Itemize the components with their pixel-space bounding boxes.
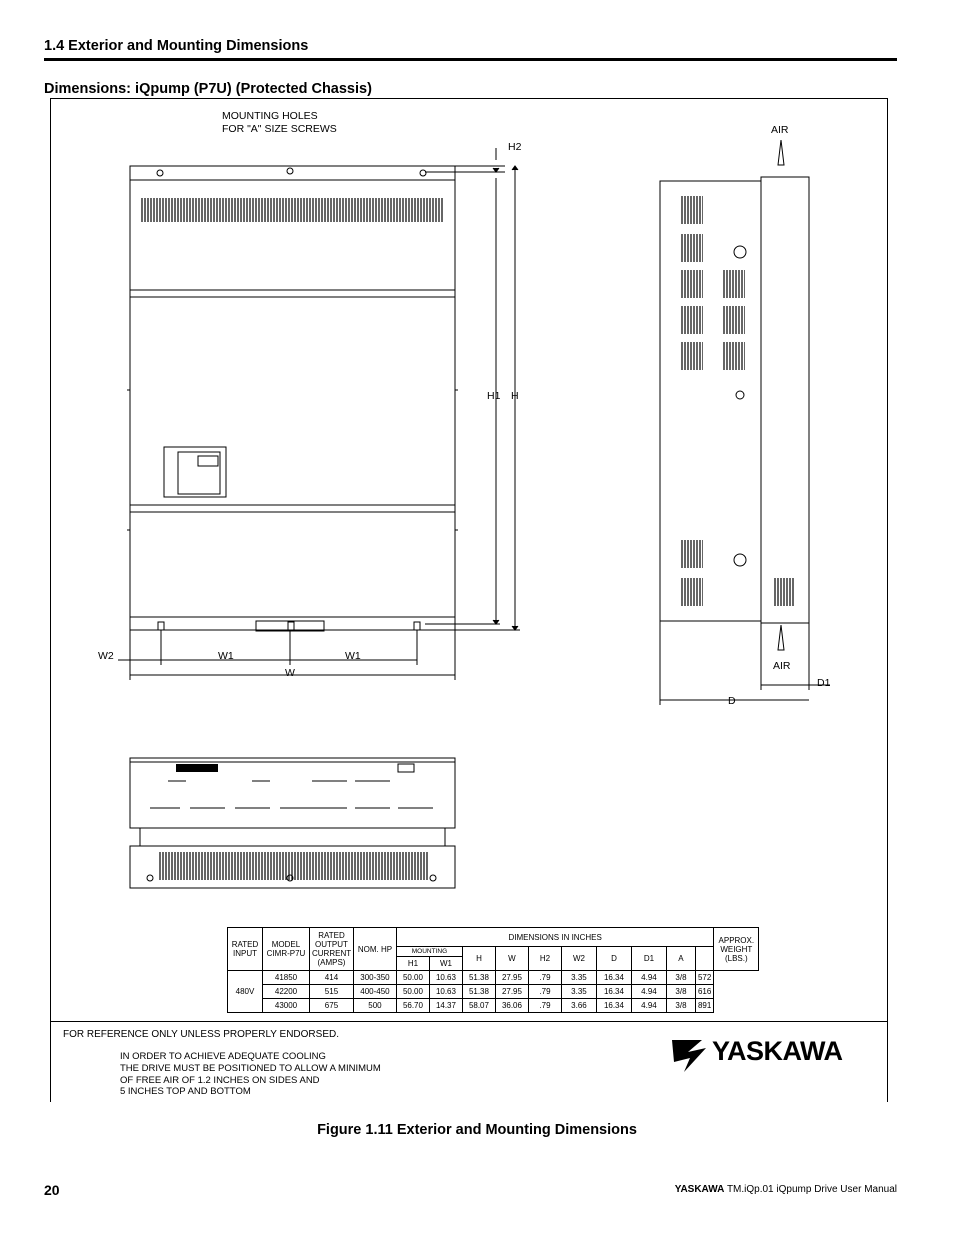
th-model: MODEL CIMR-P7U xyxy=(263,928,310,971)
cell: 3.35 xyxy=(561,971,596,985)
cell: 4.94 xyxy=(631,999,666,1013)
cell: 300-350 xyxy=(353,971,396,985)
th-w2: W2 xyxy=(561,947,596,971)
th-h2: H2 xyxy=(528,947,561,971)
cell: .79 xyxy=(528,971,561,985)
label-air-bottom: AIR xyxy=(773,660,791,672)
label-w1-right: W1 xyxy=(345,650,361,662)
reference-note: FOR REFERENCE ONLY UNLESS PROPERLY ENDORSED. xyxy=(63,1029,339,1040)
cell: 42200 xyxy=(263,985,310,999)
footer-manual-title: TM.iQp.01 iQpump Drive User Manual xyxy=(724,1184,897,1195)
cell: 16.34 xyxy=(596,971,631,985)
cell: 891 xyxy=(695,999,713,1013)
th-w1: W1 xyxy=(429,957,462,971)
cooling-note-4: 5 INCHES TOP AND BOTTOM xyxy=(120,1086,251,1097)
dimensions-table xyxy=(227,927,759,1013)
cooling-note-3: OF FREE AIR OF 1.2 INCHES ON SIDES AND xyxy=(120,1075,320,1086)
label-w2: W2 xyxy=(98,650,114,662)
th-dimensions: DIMENSIONS IN INCHES xyxy=(396,928,713,947)
cell: 56.70 xyxy=(396,999,429,1013)
th-rated-input: RATED INPUT xyxy=(228,928,263,971)
label-w1-left: W1 xyxy=(218,650,234,662)
cell: 4.94 xyxy=(631,971,666,985)
cell: 50.00 xyxy=(396,985,429,999)
cell: 3.35 xyxy=(561,985,596,999)
section-title: 1.4 Exterior and Mounting Dimensions xyxy=(44,38,309,54)
cell: 3/8 xyxy=(666,985,695,999)
cell: 400-450 xyxy=(353,985,396,999)
th-d1: D1 xyxy=(631,947,666,971)
cell: 10.63 xyxy=(429,985,462,999)
cell: 58.07 xyxy=(462,999,495,1013)
figure-caption: Figure 1.11 Exterior and Mounting Dimensions xyxy=(317,1122,637,1138)
cell: 3.66 xyxy=(561,999,596,1013)
cell: 14.37 xyxy=(429,999,462,1013)
label-h: H xyxy=(511,390,519,402)
label-air-top: AIR xyxy=(771,124,789,136)
th-w: W xyxy=(495,947,528,971)
cell: 3/8 xyxy=(666,971,695,985)
cell: 414 xyxy=(310,971,354,985)
th-d: D xyxy=(596,947,631,971)
footer-manual xyxy=(675,1184,897,1195)
label-h1: H1 xyxy=(487,390,501,402)
th-h: H xyxy=(462,947,495,971)
cell: 36.06 xyxy=(495,999,528,1013)
cell: 16.34 xyxy=(596,985,631,999)
cell: 500 xyxy=(353,999,396,1013)
cell: 572 xyxy=(695,971,713,985)
mounting-holes-note-2: FOR "A" SIZE SCREWS xyxy=(222,123,337,135)
cell: .79 xyxy=(528,985,561,999)
cell: 41850 xyxy=(263,971,310,985)
label-d: D xyxy=(728,695,736,707)
th-mounting: MOUNTING xyxy=(396,947,462,957)
label-h2: H2 xyxy=(508,141,522,153)
bottom-view xyxy=(130,758,455,888)
figure-subtitle: Dimensions: iQpump (P7U) (Protected Chassis) xyxy=(44,81,372,97)
cell: 51.38 xyxy=(462,985,495,999)
cell: 515 xyxy=(310,985,354,999)
mounting-holes-note: MOUNTING HOLES xyxy=(222,110,318,122)
th-h1: H1 xyxy=(396,957,429,971)
cell: 675 xyxy=(310,999,354,1013)
cell: 50.00 xyxy=(396,971,429,985)
cell: .79 xyxy=(528,999,561,1013)
cell: 616 xyxy=(695,985,713,999)
cell: 4.94 xyxy=(631,985,666,999)
cooling-note-2: THE DRIVE MUST BE POSITIONED TO ALLOW A MINIMUM xyxy=(120,1063,381,1074)
front-view xyxy=(127,166,458,631)
cell: 10.63 xyxy=(429,971,462,985)
table-row xyxy=(228,999,759,1013)
cell: 16.34 xyxy=(596,999,631,1013)
cell: 3/8 xyxy=(666,999,695,1013)
th-nom-hp: NOM. HP xyxy=(353,928,396,971)
cooling-note-1: IN ORDER TO ACHIEVE ADEQUATE COOLING xyxy=(120,1051,326,1062)
cell: 43000 xyxy=(263,999,310,1013)
th-rated-output-current: RATED OUTPUT CURRENT (AMPS) xyxy=(310,928,354,971)
footer-brand: YASKAWA xyxy=(674,1184,725,1195)
th-a: A xyxy=(666,947,695,971)
cell: 27.95 xyxy=(495,985,528,999)
cell-voltage: 480V xyxy=(228,971,263,1013)
cell: 51.38 xyxy=(462,971,495,985)
label-w: W xyxy=(285,667,295,679)
side-view xyxy=(660,177,809,623)
cell: 27.95 xyxy=(495,971,528,985)
th-weight: APPROX. WEIGHT (LBS.) xyxy=(714,928,759,971)
page-number: 20 xyxy=(44,1182,60,1198)
label-d1: D1 xyxy=(817,677,831,689)
table-row xyxy=(228,971,759,985)
yaskawa-logo: YASKAWA xyxy=(712,1036,843,1066)
table-row xyxy=(228,985,759,999)
